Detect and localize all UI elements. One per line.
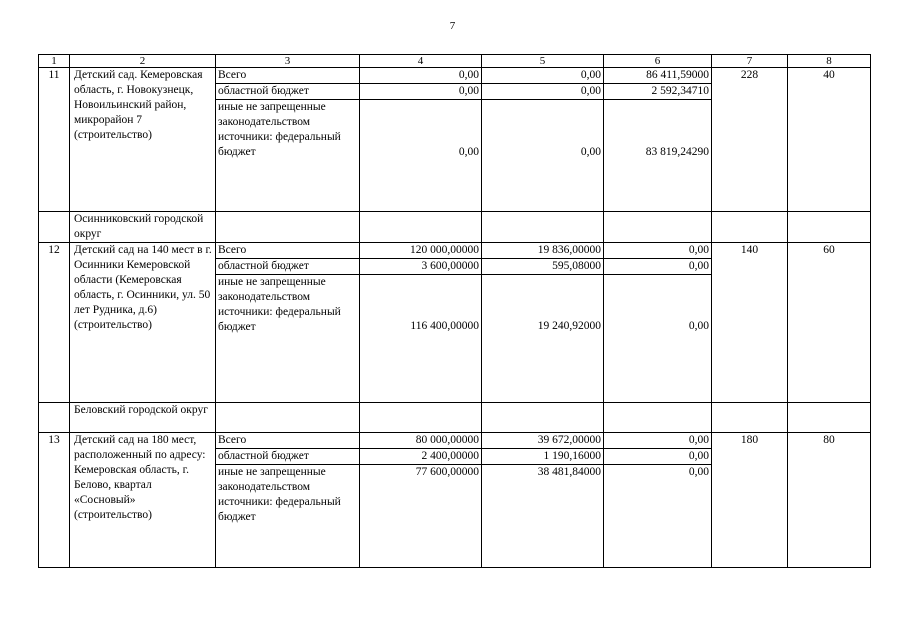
table-row — [39, 68, 871, 84]
budget-table — [38, 54, 871, 568]
amount-cell: 0,00 — [360, 100, 482, 212]
amount-cell: 0,00 — [482, 68, 604, 84]
amount-cell: 0,00 — [604, 449, 712, 465]
amount-cell: 120 000,00000 — [360, 243, 482, 259]
amount-cell: 1 190,16000 — [482, 449, 604, 465]
amount-cell: 0,00 — [482, 84, 604, 100]
amount-cell: 86 411,59000 — [604, 68, 712, 84]
amount-cell: 2 400,00000 — [360, 449, 482, 465]
row-number: 11 — [39, 68, 70, 212]
amount-cell: 80 000,00000 — [360, 433, 482, 449]
row-number: 12 — [39, 243, 70, 403]
amount-cell: 0,00 — [604, 433, 712, 449]
amount-cell: 0,00 — [604, 259, 712, 275]
amount-cell: 0,00 — [360, 68, 482, 84]
district-row — [39, 403, 871, 433]
amount-cell: 0,00 — [604, 275, 712, 403]
amount-cell: 0,00 — [604, 465, 712, 568]
source-label: Всего — [216, 68, 360, 84]
source-label: областной бюджет — [216, 449, 360, 465]
source-label: иные не запрещенные законодательством источники: федеральный бюджет — [216, 275, 360, 403]
row-number: 13 — [39, 433, 70, 568]
table-row — [39, 433, 871, 449]
column-header: 1 — [39, 55, 70, 68]
amount-cell: 19 240,92000 — [482, 275, 604, 403]
source-label: иные не запрещенные законодательством источники: федеральный бюджет — [216, 465, 360, 568]
amount-cell: 83 819,24290 — [604, 100, 712, 212]
amount-cell: 38 481,84000 — [482, 465, 604, 568]
object-name: Детский сад на 140 мест в г. Осинники Кемеровской области (Кемеровская область, г. Осинники, ул. 50 лет Рудника, д.6) (строительство) — [70, 243, 216, 403]
places-cell: 80 — [788, 433, 871, 568]
table-row — [39, 243, 871, 259]
district-name: Осинниковский городской округ — [70, 212, 216, 243]
amount-cell: 19 836,00000 — [482, 243, 604, 259]
column-header: 5 — [482, 55, 604, 68]
amount-cell: 0,00 — [604, 243, 712, 259]
amount-cell: 0,00 — [360, 84, 482, 100]
district-name: Беловский городской округ — [70, 403, 216, 433]
column-header: 3 — [216, 55, 360, 68]
amount-cell: 0,00 — [482, 100, 604, 212]
column-header: 4 — [360, 55, 482, 68]
amount-cell: 77 600,00000 — [360, 465, 482, 568]
capacity-cell: 228 — [712, 68, 788, 212]
amount-cell: 595,08000 — [482, 259, 604, 275]
source-label: Всего — [216, 433, 360, 449]
places-cell: 40 — [788, 68, 871, 212]
amount-cell: 116 400,00000 — [360, 275, 482, 403]
capacity-cell: 140 — [712, 243, 788, 403]
column-header: 2 — [70, 55, 216, 68]
amount-cell: 39 672,00000 — [482, 433, 604, 449]
column-header-row — [39, 55, 871, 68]
source-label: иные не запрещенные законодательством источники: федеральный бюджет — [216, 100, 360, 212]
source-label: областной бюджет — [216, 259, 360, 275]
column-header: 8 — [788, 55, 871, 68]
source-label: Всего — [216, 243, 360, 259]
amount-cell: 2 592,34710 — [604, 84, 712, 100]
places-cell: 60 — [788, 243, 871, 403]
page-number: 7 — [449, 20, 456, 32]
object-name: Детский сад. Кемеровская область, г. Новокузнецк, Новоильинский район, микрорайон 7 (строительство) — [70, 68, 216, 212]
object-name: Детский сад на 180 мест, расположенный по адресу: Кемеровская область, г. Белово, квартал «Сосновый» (строительство) — [70, 433, 216, 568]
source-label: областной бюджет — [216, 84, 360, 100]
column-header: 7 — [712, 55, 788, 68]
column-header: 6 — [604, 55, 712, 68]
capacity-cell: 180 — [712, 433, 788, 568]
district-row — [39, 212, 871, 243]
amount-cell: 3 600,00000 — [360, 259, 482, 275]
